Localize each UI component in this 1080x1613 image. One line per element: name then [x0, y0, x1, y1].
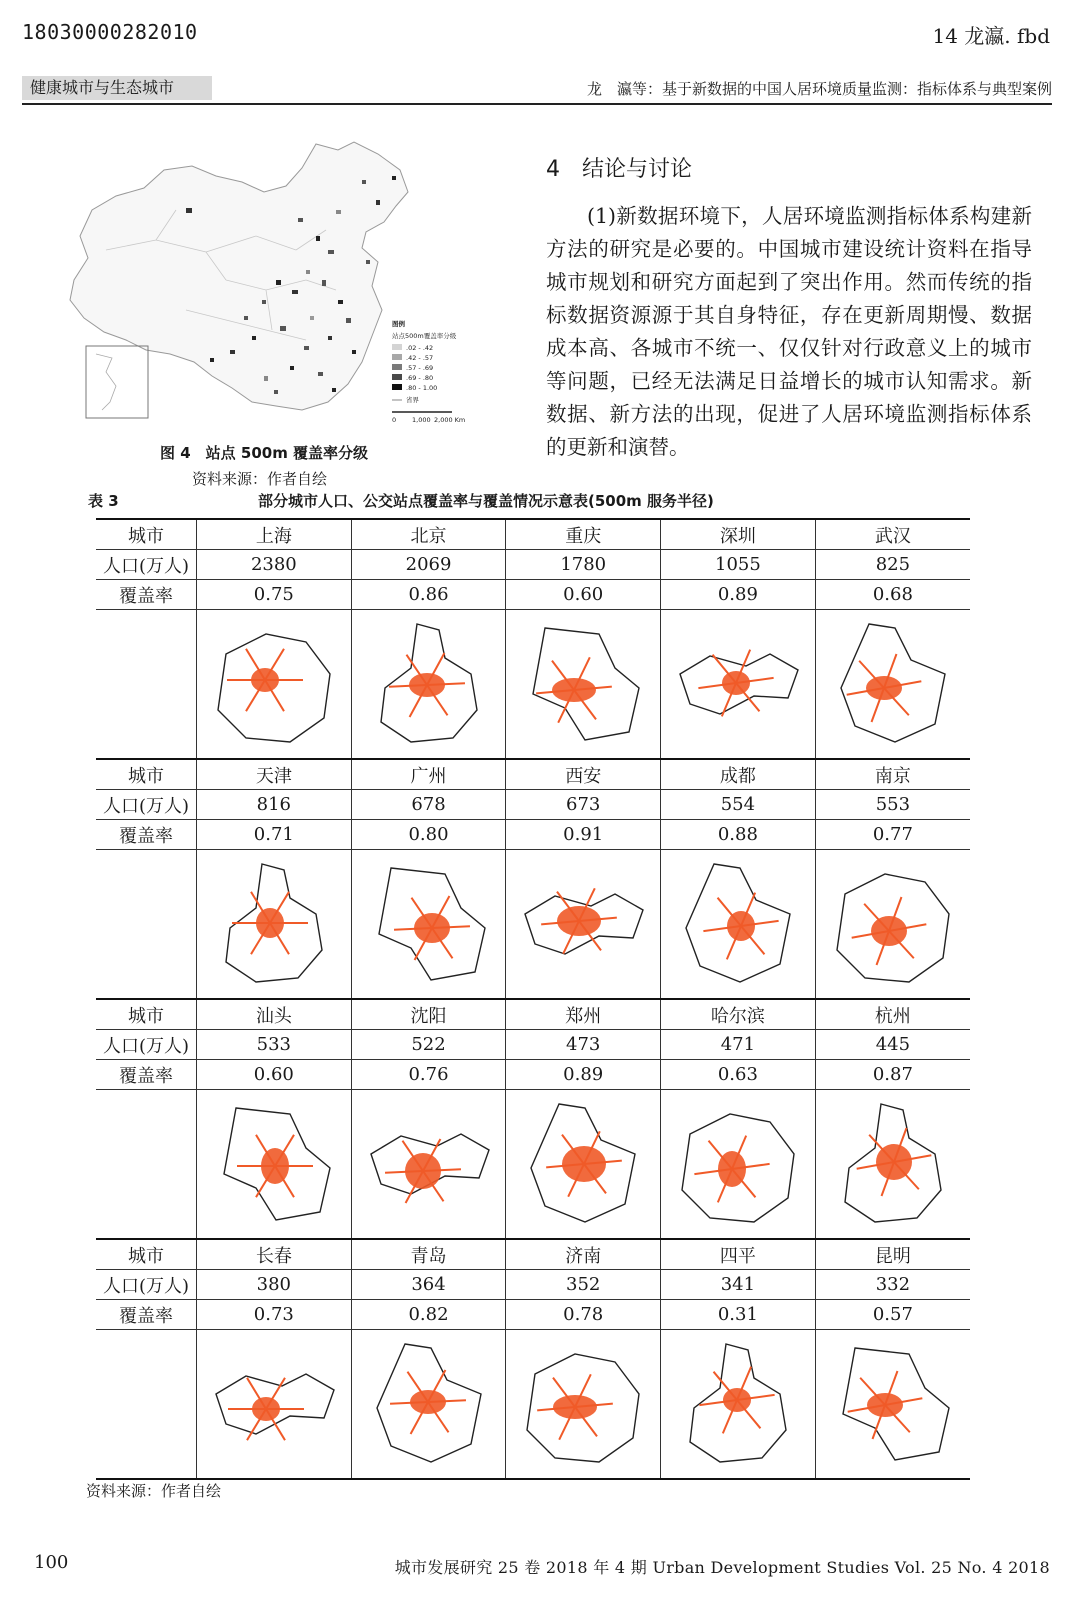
scale-label: 2,000 Km	[434, 416, 466, 424]
document-id: 18030000282010	[22, 20, 198, 44]
city-map-cell	[506, 1090, 661, 1240]
row-label: 城市	[96, 759, 197, 790]
table-cell: 0.73	[197, 1300, 352, 1330]
city-coverage-map	[670, 1334, 806, 1474]
city-map-cell	[815, 1330, 970, 1480]
table-cell: 2380	[197, 550, 352, 580]
table-cell: 沈阳	[351, 999, 506, 1030]
table-cell: 0.68	[815, 580, 970, 610]
city-map-cell	[197, 850, 352, 1000]
row-label: 人口(万人)	[96, 790, 197, 820]
city-map-cell	[351, 1090, 506, 1240]
table-cell: 0.80	[351, 820, 506, 850]
population-row	[96, 1030, 970, 1060]
city-map-cell	[815, 610, 970, 760]
legend-item: .80 - 1.00	[406, 384, 438, 392]
table-cell: 上海	[197, 519, 352, 550]
city-map-cell	[506, 850, 661, 1000]
city-map-cell	[661, 850, 816, 1000]
china-coverage-map	[66, 140, 470, 436]
city-coverage-map	[670, 1094, 806, 1234]
city-map-cell	[661, 1330, 816, 1480]
journal-footer: 城市发展研究 25 卷 2018 年 4 期 Urban Development Studies Vol. 25 No. 4 2018	[394, 1558, 1050, 1577]
table-cell: 重庆	[506, 519, 661, 550]
running-title: 龙 瀛等：基于新数据的中国人居环境质量监测：指标体系与典型案例	[586, 80, 1052, 98]
row-label: 城市	[96, 999, 197, 1030]
city-coverage-map	[361, 854, 497, 994]
coverage-row	[96, 820, 970, 850]
table-cell: 1780	[506, 550, 661, 580]
blank-cell	[96, 610, 197, 760]
china-outline	[70, 142, 408, 410]
city-map-cell	[197, 1330, 352, 1480]
table-cell: 长春	[197, 1239, 352, 1270]
city-coverage-map	[206, 854, 342, 994]
table-cell: 1055	[661, 550, 816, 580]
figure-source: 资料来源：作者自绘	[192, 470, 328, 488]
population-row	[96, 1270, 970, 1300]
city-map-cell	[351, 850, 506, 1000]
table-cell: 成都	[661, 759, 816, 790]
south-china-sea-inset	[86, 346, 148, 418]
table-cell: 0.82	[351, 1300, 506, 1330]
city-coverage-map	[515, 854, 651, 994]
city-map-cell	[351, 1330, 506, 1480]
city-coverage-map	[515, 1094, 651, 1234]
city-coverage-map	[825, 854, 961, 994]
population-row	[96, 790, 970, 820]
city-coverage-map	[206, 1334, 342, 1474]
city-map-cell	[506, 1330, 661, 1480]
table-cell: 0.91	[506, 820, 661, 850]
legend-border: 省界	[406, 396, 419, 404]
table-cell: 825	[815, 550, 970, 580]
row-label: 覆盖率	[96, 1300, 197, 1330]
table-cell: 0.60	[197, 1060, 352, 1090]
table-cell: 北京	[351, 519, 506, 550]
figure-caption: 图 4 站点 500m 覆盖率分级	[160, 444, 369, 462]
city-map-cell	[351, 610, 506, 760]
table-cell: 332	[815, 1270, 970, 1300]
table-cell: 0.77	[815, 820, 970, 850]
legend-item: .69 - .80	[406, 374, 434, 382]
table-cell: 汕头	[197, 999, 352, 1030]
table-cell: 0.60	[506, 580, 661, 610]
city-coverage-map	[825, 1094, 961, 1234]
table-cell: 深圳	[661, 519, 816, 550]
section-paragraph: (1)新数据环境下，人居环境监测指标体系构建新方法的研究是必要的。中国城市建设统计资料在指导城市规划和研究方面起到了突出作用。然而传统的指标数据资源源于其自身特征，存在更新周期慢、数据成本高、各城市不统一、仅仅针对行政意义上的城市等问题，已经无法满足日益增长的城市认知需求。新数据、新方法的出现，促进了人居环境监测指标体系的更新和演替。	[546, 204, 1032, 459]
table-cell: 0.31	[661, 1300, 816, 1330]
table-cell: 673	[506, 790, 661, 820]
row-label: 城市	[96, 519, 197, 550]
blank-cell	[96, 1090, 197, 1240]
section-title: 4 结论与讨论	[546, 157, 692, 182]
table-cell: 西安	[506, 759, 661, 790]
table-cell: 533	[197, 1030, 352, 1060]
city-coverage-map	[515, 1334, 651, 1474]
table-cell: 哈尔滨	[661, 999, 816, 1030]
table-cell: 0.78	[506, 1300, 661, 1330]
city-name-row	[96, 519, 970, 550]
city-coverage-map	[515, 614, 651, 754]
table-cell: 364	[351, 1270, 506, 1300]
row-label: 人口(万人)	[96, 1030, 197, 1060]
table-cell: 0.75	[197, 580, 352, 610]
table-cell: 广州	[351, 759, 506, 790]
table-cell: 380	[197, 1270, 352, 1300]
coverage-row	[96, 1060, 970, 1090]
table-cell: 0.63	[661, 1060, 816, 1090]
row-label: 人口(万人)	[96, 550, 197, 580]
blank-cell	[96, 1330, 197, 1480]
city-map-cell	[815, 850, 970, 1000]
table-cell: 473	[506, 1030, 661, 1060]
coverage-table	[96, 518, 970, 1480]
city-map-row	[96, 1090, 970, 1240]
table-cell: 0.71	[197, 820, 352, 850]
city-coverage-map	[670, 614, 806, 754]
table-cell: 352	[506, 1270, 661, 1300]
row-label: 覆盖率	[96, 580, 197, 610]
file-tag: 14 龙瀛. fbd	[932, 24, 1050, 48]
city-coverage-map	[361, 614, 497, 754]
row-label: 覆盖率	[96, 820, 197, 850]
section-tag: 健康城市与生态城市	[22, 76, 212, 100]
city-name-row	[96, 1239, 970, 1270]
coverage-row	[96, 580, 970, 610]
table-cell: 青岛	[351, 1239, 506, 1270]
city-map-row	[96, 1330, 970, 1480]
table-source: 资料来源：作者自绘	[86, 1482, 222, 1500]
table-label: 表 3	[88, 492, 119, 510]
city-name-row	[96, 759, 970, 790]
population-row	[96, 550, 970, 580]
table-cell: 341	[661, 1270, 816, 1300]
scale-label: 0	[392, 416, 397, 424]
legend-item: .02 - .42	[406, 344, 434, 352]
city-map-cell	[661, 610, 816, 760]
city-coverage-map	[206, 1094, 342, 1234]
city-map-cell	[815, 1090, 970, 1240]
legend-subtitle: 站点500m覆盖率分级	[392, 332, 457, 340]
table-cell: 0.88	[661, 820, 816, 850]
table-cell: 2069	[351, 550, 506, 580]
table-cell: 816	[197, 790, 352, 820]
row-label: 人口(万人)	[96, 1270, 197, 1300]
table-cell: 0.57	[815, 1300, 970, 1330]
table-cell: 0.89	[661, 580, 816, 610]
city-map-cell	[197, 1090, 352, 1240]
table-cell: 553	[815, 790, 970, 820]
table-cell: 554	[661, 790, 816, 820]
city-map-row	[96, 850, 970, 1000]
table-cell: 郑州	[506, 999, 661, 1030]
table-cell: 678	[351, 790, 506, 820]
row-label: 城市	[96, 1239, 197, 1270]
table-cell: 济南	[506, 1239, 661, 1270]
legend-item: .57 - .69	[406, 364, 434, 372]
city-coverage-map	[206, 614, 342, 754]
table-cell: 四平	[661, 1239, 816, 1270]
table-cell: 0.86	[351, 580, 506, 610]
china-map-svg	[66, 140, 470, 436]
header-rule	[22, 103, 1052, 105]
table-cell: 武汉	[815, 519, 970, 550]
city-coverage-map	[825, 1334, 961, 1474]
table-cell: 0.87	[815, 1060, 970, 1090]
city-map-cell	[197, 610, 352, 760]
table-cell: 0.89	[506, 1060, 661, 1090]
row-label: 覆盖率	[96, 1060, 197, 1090]
city-coverage-map	[825, 614, 961, 754]
city-name-row	[96, 999, 970, 1030]
city-map-row	[96, 610, 970, 760]
coverage-row	[96, 1300, 970, 1330]
table-cell: 471	[661, 1030, 816, 1060]
scale-label: 1,000	[412, 416, 431, 424]
table-cell: 445	[815, 1030, 970, 1060]
table-cell: 昆明	[815, 1239, 970, 1270]
table-cell: 522	[351, 1030, 506, 1060]
legend-title: 图例	[392, 320, 405, 328]
table-title: 部分城市人口、公交站点覆盖率与覆盖情况示意表(500m 服务半径)	[258, 492, 714, 510]
page-number: 100	[34, 1552, 69, 1573]
table-cell: 0.76	[351, 1060, 506, 1090]
legend-item: .42 - .57	[406, 354, 434, 362]
city-map-cell	[661, 1090, 816, 1240]
city-map-cell	[506, 610, 661, 760]
blank-cell	[96, 850, 197, 1000]
table-cell: 天津	[197, 759, 352, 790]
city-coverage-map	[361, 1334, 497, 1474]
table-cell: 杭州	[815, 999, 970, 1030]
city-coverage-map	[670, 854, 806, 994]
city-coverage-map	[361, 1094, 497, 1234]
table-cell: 南京	[815, 759, 970, 790]
